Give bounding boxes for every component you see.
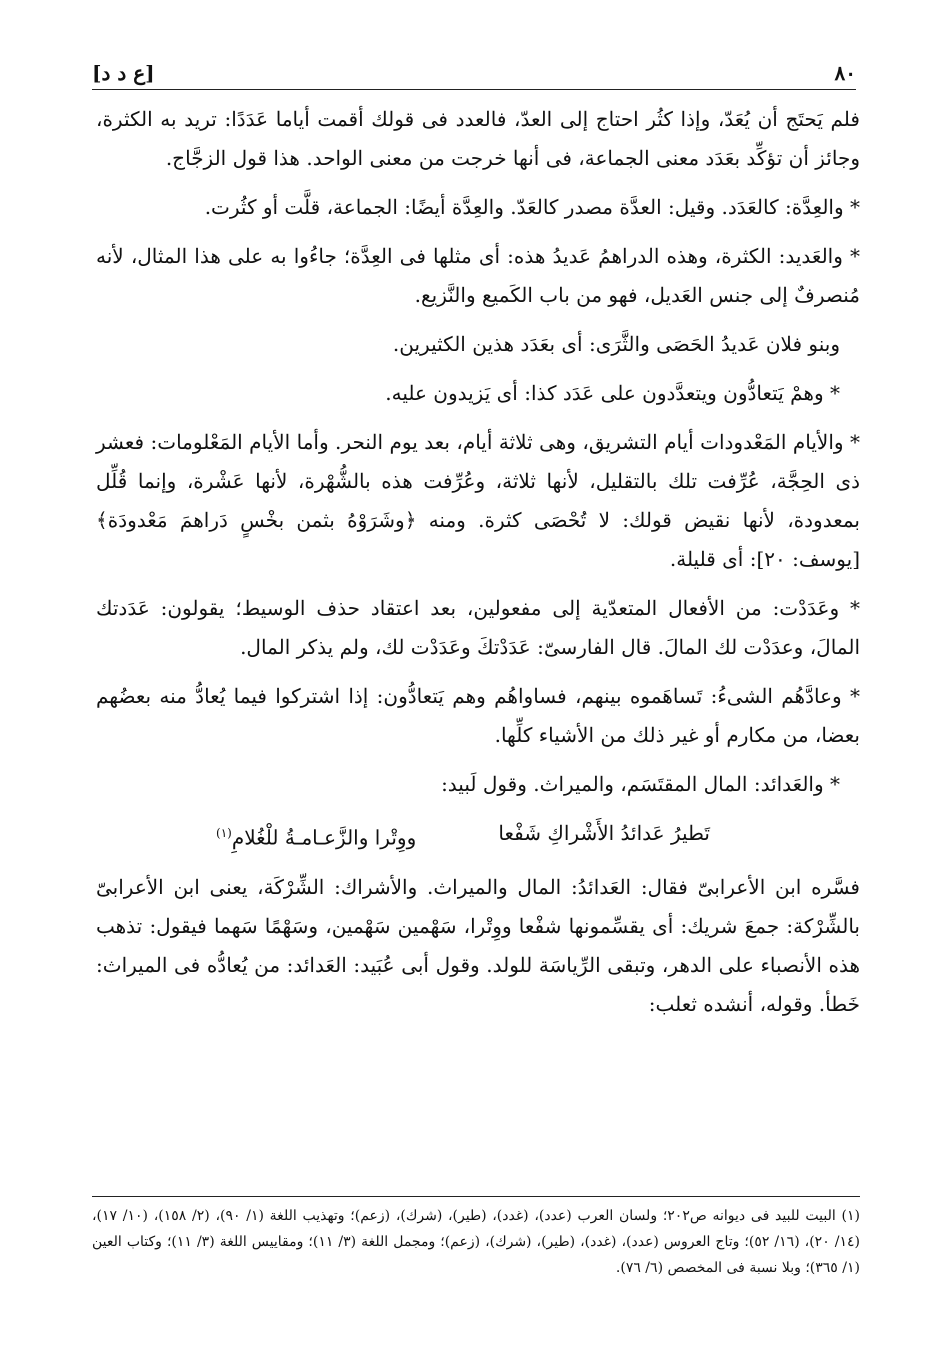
- paragraph: فلم يَحتَج أن يُعَدّ، وإذا كثُر احتاج إلى العدّ، فالعدد فى قولك أقمت أياما عَدَدًا: تريد به الكثرة، وجائز أن تؤكِّد بعَدَد معنى الجماعة، فى أنها خرجت من معنى الواحد. هذا قول الزجَّاج.: [96, 107, 860, 170]
- paragraph: * والعَديد: الكثرة، وهذه الدراهمُ عَديدُ هذه: أى مثلها فى العِدَّة؛ جاءُوا به على هذا المثال، لأنه مُنصرفٌ إلى جنس العَديل، فهو من باب الكَميع والنَّزيع.: [96, 244, 860, 307]
- footnote-text: (١) البيت للبيد فى ديوانه ص٢٠٢؛ ولسان العرب (عدد)، (غدد)، (طير)، (شرك)، (زعم)؛ وتهذيب اللغة (١/ ٩٠)، (٢/ ١٥٨)، (١٠/ ١٧)، (١٤/ ٢٠)، (١٦/ ٥٢)؛ وتاج العروس (عدد)، (غدد)، (طير)، (شرك)، (زعم)؛ ومجمل اللغة (٣/ ١١)؛ ومقاييس اللغة (٣/ ١١)؛ وكتاب العين (١/ ٣٦٥)؛ وبلا نسبة فى المخصص (٦/ ٧٦).: [92, 1208, 860, 1276]
- paragraph: وبنو فلان عَديدُ الحَصَى والثَّرَى: أى بعَدَد هذين الكثيرين.: [392, 332, 840, 356]
- page-header: [92, 56, 856, 90]
- verse-second-half: ووِتْرا والزَّعـامـةُ للْغُلامِ: [231, 825, 417, 850]
- poetry-verse: [96, 814, 860, 858]
- paragraph: * وهمْ يَتعادُّون ويتعدَّدون على عَدَد كذا: أى يَزيدون عليه.: [385, 381, 840, 405]
- footnote-marker: (١): [216, 826, 232, 840]
- paragraph: * وعادَّهُم الشىءُ: تَساهَموه بينهم، فساواهُم وهم يَتعادُّون: إذا اشتركوا فيما يُعادُّ منه بعضُهم بعضا، من مكارم أو غير ذلك من الأشياء كلِّها.: [96, 684, 860, 747]
- page-number: ٨٠: [834, 61, 856, 85]
- root-label: [ع د د]: [92, 61, 155, 85]
- footnotes: [92, 1196, 860, 1281]
- main-text: [96, 100, 860, 1034]
- verse-first-half: تَطيرُ عَدائدُ الأَشْراكِ شَفْعا: [498, 821, 710, 845]
- paragraph: * والأيام المَعْدودات أيام التشريق، وهى ثلاثة أيام، بعد يوم النحر. وأما الأيام المَعْلومات: فعشر ذى الحِجَّة، عُرِّفت تلك بالتقليل، لأنها ثلاثة، وعُرِّفت هذه بالشُّهْرة، لأنها عَشْرة، وإنما قُلِّل بمعدودة، لأنها نقيض قولك: لا تُحْصَى كثرة. ومنه ﴿وشَرَوْهُ بثمن بخْسٍ دَراهمَ مَعْدودَة﴾ [يوسف: ٢٠]: أى قليلة.: [96, 430, 860, 571]
- paragraph: * والعِدَّة: كالعَدَد. وقيل: العدَّة مصدر كالعَدّ. والعِدَّة أيضًا: الجماعة، قلَّت أو كثُرت.: [204, 195, 860, 219]
- verse-second-half-wrap: [216, 814, 416, 858]
- paragraph: * والعَدائد: المال المقتَسَم، والميراث. وقول لَبيد:: [441, 772, 840, 796]
- paragraph: فسَّره ابن الأعرابىّ فقال: العَدائدُ: المال والميراث. والأشراك: الشِّرْكَة، يعنى ابن الأعرابىّ بالشِّرْكة: جمعَ شريك: أى يقسِّمونها شفْعا ووِتْرا، سَهْمين سَهْمين، وسَهْمًا سَهما فيقول: تذهب هذه الأنصباء على الدهر، وتبقى الرِّياسَة للولد. وقول أبى عُبَيد: العَدائد: من يُعادُّه فى الميراث: خَطأ. وقوله، أنشده ثعلب:: [96, 874, 860, 1016]
- paragraph: * وعَدَدْت: من الأفعال المتعدّية إلى مفعولين، بعد اعتقاد حذف الوسيط؛ يقولون: عَدَدتك المالَ، وعدَدْت لك المالَ. قال الفارسىّ: عَدَدْتكَ وعَدَدْت لك، ولم يذكر المال.: [96, 596, 860, 659]
